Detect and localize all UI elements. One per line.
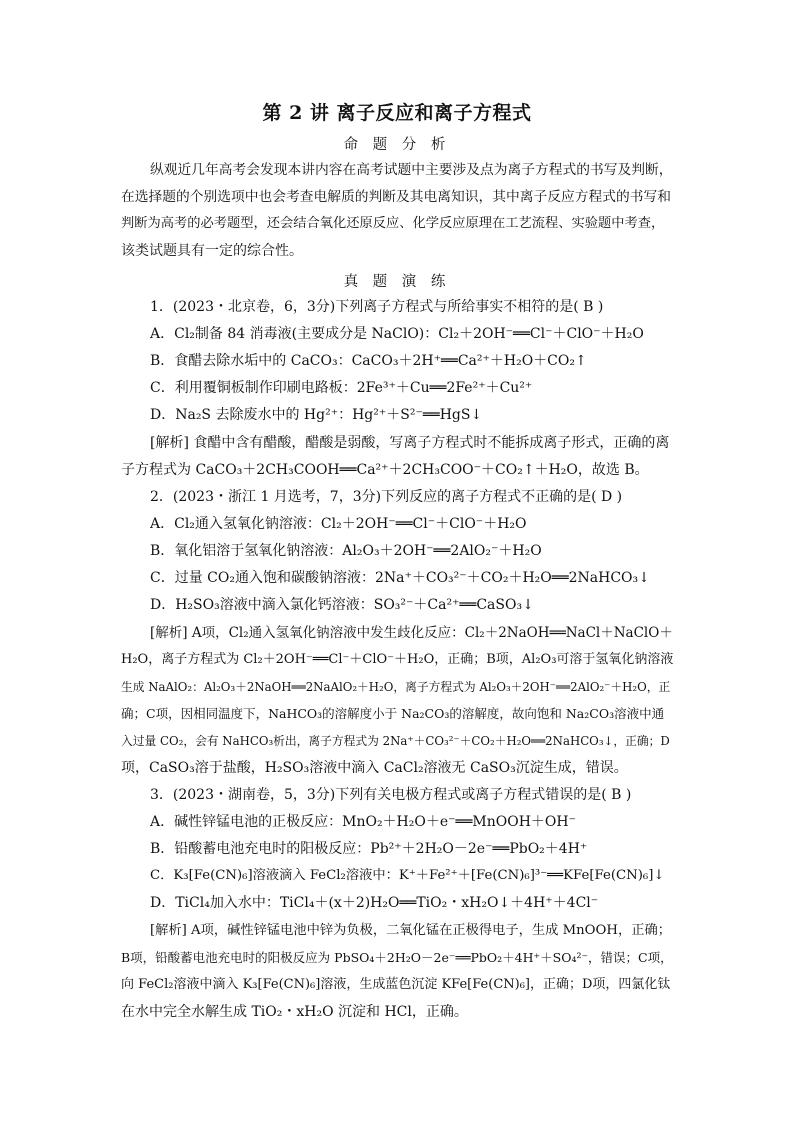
question-option: D．Na₂S 去除废水中的 Hg²⁺：Hg²⁺＋S²⁻══HgS↓ <box>150 407 483 423</box>
intro-line: 纵观近几年高考会发现本讲内容在高考试题中主要涉及点为离子方程式的书写及判断， <box>150 162 673 178</box>
question-option: A．Cl₂制备 84 消毒液(主要成分是 NaClO)：Cl₂＋2OH⁻══Cl⁻＋ClO⁻＋H₂O <box>150 326 644 342</box>
question-option: B．铅酸蓄电池充电时的阳极反应：Pb²⁺＋2H₂O－2e⁻══PbO₂＋4H⁺ <box>150 841 588 857</box>
analysis-line: 生成 NaAlO₂：Al₂O₃＋2NaOH══2NaAlO₂＋H₂O，离子方程式为 Al₂O₃＋2OH⁻══2AlO₂⁻＋H₂O，正 <box>121 680 671 694</box>
analysis-line: 在水中完全水解生成 TiO₂・xH₂O 沉淀和 HCl，正确。 <box>121 1004 468 1020</box>
intro-line: 该类试题具有一定的综合性。 <box>121 243 303 259</box>
question-option: D．H₂SO₃溶液中滴入氯化钙溶液：SO₃²⁻＋Ca²⁺══CaSO₃↓ <box>150 597 534 613</box>
analysis-line: 项，CaSO₃溶于盐酸，H₂SO₃溶液中滴入 CaCl₂溶液无 CaSO₃沉淀生成，错误。 <box>121 760 628 776</box>
intro-line: 在选择题的个别选项中也会考查电解质的判断及其电离知识，其中离子反应方程式的书写和 <box>121 189 672 205</box>
analysis-line: [解析] A项，碱性锌锰电池中锌为负极，二氧化锰在正极得电子，生成 MnOOH，正确； <box>150 923 671 938</box>
analysis-line: 确；C项，因相同温度下，NaHCO₃的溶解度小于 Na₂CO₃的溶解度，故向饱和 Na₂CO₃溶液中通 <box>121 706 665 721</box>
analysis-line: [解析] 食醋中含有醋酸，醋酸是弱酸，写离子方程式时不能拆成离子形式，正确的离 <box>150 435 670 451</box>
analysis-line: 向 FeCl₂溶液中滴入 K₃[Fe(CN)₆]溶液，生成蓝色沉淀 KFe[Fe(CN)₆]，正确；D项，四氯化钛 <box>121 977 671 992</box>
question-option: A．碱性锌锰电池的正极反应：MnO₂＋H₂O＋e⁻══MnOOH＋OH⁻ <box>150 814 576 830</box>
intro-line: 判断为高考的必考题型，还会结合氧化还原反应、化学反应原理在工艺流程、实验题中考查， <box>121 216 665 231</box>
page-title: 第 2 讲 离子反应和离子方程式 <box>262 102 532 124</box>
question-stem: 2．(2023・浙江 1 月选考，7，3分)下列反应的离子方程式不正确的是( D ) <box>150 489 623 505</box>
question-stem: 3．(2023・湖南卷，5，3分)下列有关电极方程式或离子方程式错误的是( B ) <box>150 787 632 803</box>
question-option: C．K₃[Fe(CN)₆]溶液滴入 FeCl₂溶液中：K⁺＋Fe²⁺＋[Fe(CN)₆]³⁻══KFe[Fe(CN)₆]↓ <box>150 868 665 883</box>
question-option: B．氧化铝溶于氢氧化钠溶液：Al₂O₃＋2OH⁻══2AlO₂⁻＋H₂O <box>150 543 542 559</box>
question-option: D．TiCl₄加入水中：TiCl₄＋(x＋2)H₂O══TiO₂・xH₂O↓＋4H⁺＋4Cl⁻ <box>150 895 599 911</box>
practice-heading: 真 题 演 练 <box>343 274 451 290</box>
question-option: C．利用覆铜板制作印刷电路板：2Fe³⁺＋Cu══2Fe²⁺＋Cu²⁺ <box>150 380 533 396</box>
question-option: C．过量 CO₂通入饱和碳酸钠溶液：2Na⁺＋CO₃²⁻＋CO₂＋H₂O══2NaHCO₃↓ <box>150 570 650 586</box>
question-option: A．Cl₂通入氢氧化钠溶液：Cl₂＋2OH⁻══Cl⁻＋ClO⁻＋H₂O <box>150 516 527 532</box>
analysis-line: 子方程式为 CaCO₃＋2CH₃COOH══Ca²⁺＋2CH₃COO⁻＋CO₂↑＋H₂O，故选 B。 <box>121 462 649 478</box>
question-stem: 1．(2023・北京卷，6，3分)下列离子方程式与所给事实不相符的是( B ) <box>150 299 604 315</box>
analysis-line: B项，铅酸蓄电池充电时的阳极反应为 PbSO₄＋2H₂O－2e⁻══PbO₂＋4H⁺＋SO₄²⁻，错误；C项， <box>121 950 673 965</box>
analysis-heading: 命 题 分 析 <box>343 137 451 153</box>
question-option: B．食醋去除水垢中的 CaCO₃：CaCO₃＋2H⁺══Ca²⁺＋H₂O＋CO₂↑ <box>150 353 587 369</box>
analysis-line: [解析] A项，Cl₂通入氢氧化钠溶液中发生歧化反应：Cl₂＋2NaOH══NaCl＋NaClO＋ <box>150 625 673 641</box>
analysis-line: 入过量 CO₂，会有 NaHCO₃析出，离子方程式为 2Na⁺＋CO₃²⁻＋CO₂＋H₂O══2NaHCO₃↓，正确；D <box>121 734 670 748</box>
analysis-line: H₂O，离子方程式为 Cl₂＋2OH⁻══Cl⁻＋ClO⁻＋H₂O，正确；B项，Al₂O₃可溶于氢氧化钠溶液 <box>121 652 673 667</box>
